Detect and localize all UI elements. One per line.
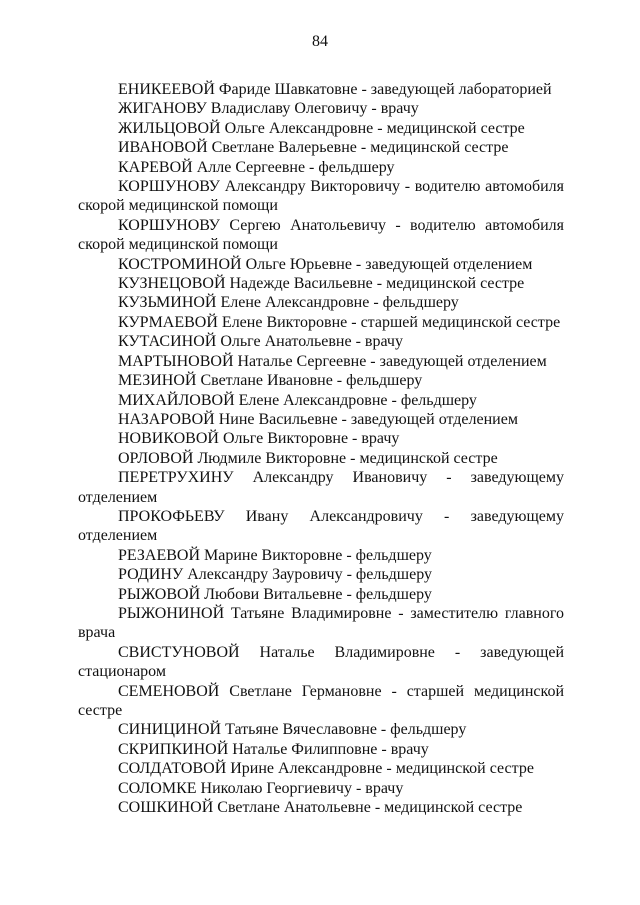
surname: СВИСТУНОВОЙ [118,643,240,661]
list-item [78,371,564,390]
name-position: Татьяне Вячеславовне - фельдшеру [225,721,467,739]
list-item [78,138,564,157]
list-item [78,429,564,448]
name-position: Светлане Германовне - старшей медицинской сестре [78,682,565,719]
surname: КУЗНЕЦОВОЙ [118,275,226,293]
name-position: Алле Сергеевне - фельдшеру [196,158,395,176]
surname: СОЛОМКЕ [118,779,197,797]
surname: МАРТЫНОВОЙ [118,352,234,370]
name-position: Наталье Сергеевне - заведующей отделением [237,352,547,370]
name-position: Николаю Георгиевичу - врачу [200,779,404,797]
list-item [78,332,564,351]
surname: ЖИГАНОВУ [118,100,207,118]
list-item [78,216,564,255]
list-item [78,682,564,721]
name-position: Ивану Александровичу - заведующему отделением [78,507,564,545]
surname: КУЗЬМИНОЙ [118,294,217,312]
list-item [78,99,564,118]
name-position: Наталье Владимировне - заведующей стационаром [78,643,565,681]
name-position: Ольге Александровне - медицинской сестре [224,119,525,137]
list-item [78,798,564,817]
surname: НАЗАРОВОЙ [118,410,215,428]
name-position: Наталье Филипповне - врачу [232,740,429,758]
name-position: Владиславу Олеговичу - врачу [210,100,419,118]
surname: КОРШУНОВУ [118,216,221,234]
surname: СЕМЕНОВОЙ [118,682,220,700]
name-position: Елене Александровне - фельдшеру [238,391,477,409]
name-position: Марине Викторовне - фельдшеру [204,546,432,564]
list-item [78,720,564,739]
name-position: Любови Витальевне - фельдшеру [204,585,432,603]
surname: МЕЗИНОЙ [118,372,197,390]
list-item [78,468,564,507]
name-position: Надежде Васильевне - медицинской сестре [229,275,525,293]
award-list [78,80,564,817]
surname: НОВИКОВОЙ [118,430,219,448]
name-position: Ольге Анатольевне - врачу [220,333,403,351]
list-item [78,565,564,584]
surname: ПЕРЕТРУХИНУ [118,469,234,487]
name-position: Светлане Ивановне - фельдшеру [200,372,423,390]
surname: ПРОКОФЬЕВУ [118,507,225,525]
list-item [78,255,564,274]
list-item [78,313,564,332]
surname: РЕЗАЕВОЙ [118,546,200,564]
list-item [78,779,564,798]
list-item [78,410,564,429]
name-position: Ольге Викторовне - врачу [222,430,400,448]
surname: КОРШУНОВУ [118,178,221,196]
list-item [78,643,564,682]
name-position: Елене Викторовне - старшей медицинской сестре [221,313,561,331]
name-position: Людмиле Викторовне - медицинской сестре [197,449,498,467]
list-item [78,585,564,604]
surname: КОСТРОМИНОЙ [118,255,242,273]
surname: КУТАСИНОЙ [118,333,217,351]
surname: КУРМАЕВОЙ [118,313,218,331]
list-item [78,391,564,410]
surname: ЖИЛЬЦОВОЙ [118,119,221,137]
name-position: Ольге Юрьевне - заведующей отделением [245,255,533,273]
list-item [78,507,564,546]
name-position: Светлане Анатольевне - медицинской сестре [217,799,523,817]
name-position: Светлане Валерьевне - медицинской сестре [211,139,509,157]
list-item [78,274,564,293]
surname: ИВАНОВОЙ [118,139,208,157]
surname: СОЛДАТОВОЙ [118,760,227,778]
surname: СИНИЦИНОЙ [118,721,222,739]
surname: СОШКИНОЙ [118,799,214,817]
list-item [78,293,564,312]
list-item [78,604,564,643]
name-position: Сергею Анатольевичу - водителю автомобиля скорой медицинской помощи [78,216,565,254]
name-position: Ирине Александровне - медицинской сестре [230,760,534,778]
surname: ЕНИКЕЕВОЙ [118,81,215,98]
surname: КАРЕВОЙ [118,158,193,176]
surname: СКРИПКИНОЙ [118,740,229,758]
name-position: Фариде Шавкатовне - заведующей лабораторией [218,81,552,98]
list-item [78,546,564,565]
list-item [78,80,564,99]
surname: РОДИНУ [118,566,184,584]
name-position: Александру Викторовичу - водителю автомобиля скорой медицинской помощи [78,178,565,215]
list-item [78,759,564,778]
name-position: Елене Александровне - фельдшеру [220,294,459,312]
name-position: Нине Васильевне - заведующей отделением [218,410,518,428]
name-position: Александру Зауровичу - фельдшеру [187,566,433,584]
page-number: 84 [312,33,328,50]
list-item [78,158,564,177]
surname: РЫЖОНИНОЙ [118,604,225,622]
list-item [78,177,564,216]
surname: РЫЖОВОЙ [118,585,201,603]
list-item [78,740,564,759]
surname: МИХАЙЛОВОЙ [118,391,235,409]
name-position: Татьяне Владимировне - заместителю главного врача [78,604,565,642]
list-item [78,449,564,468]
surname: ОРЛОВОЙ [118,449,194,467]
list-item [78,352,564,371]
name-position: Александру Ивановичу - заведующему отделением [78,469,565,506]
list-item [78,119,564,138]
